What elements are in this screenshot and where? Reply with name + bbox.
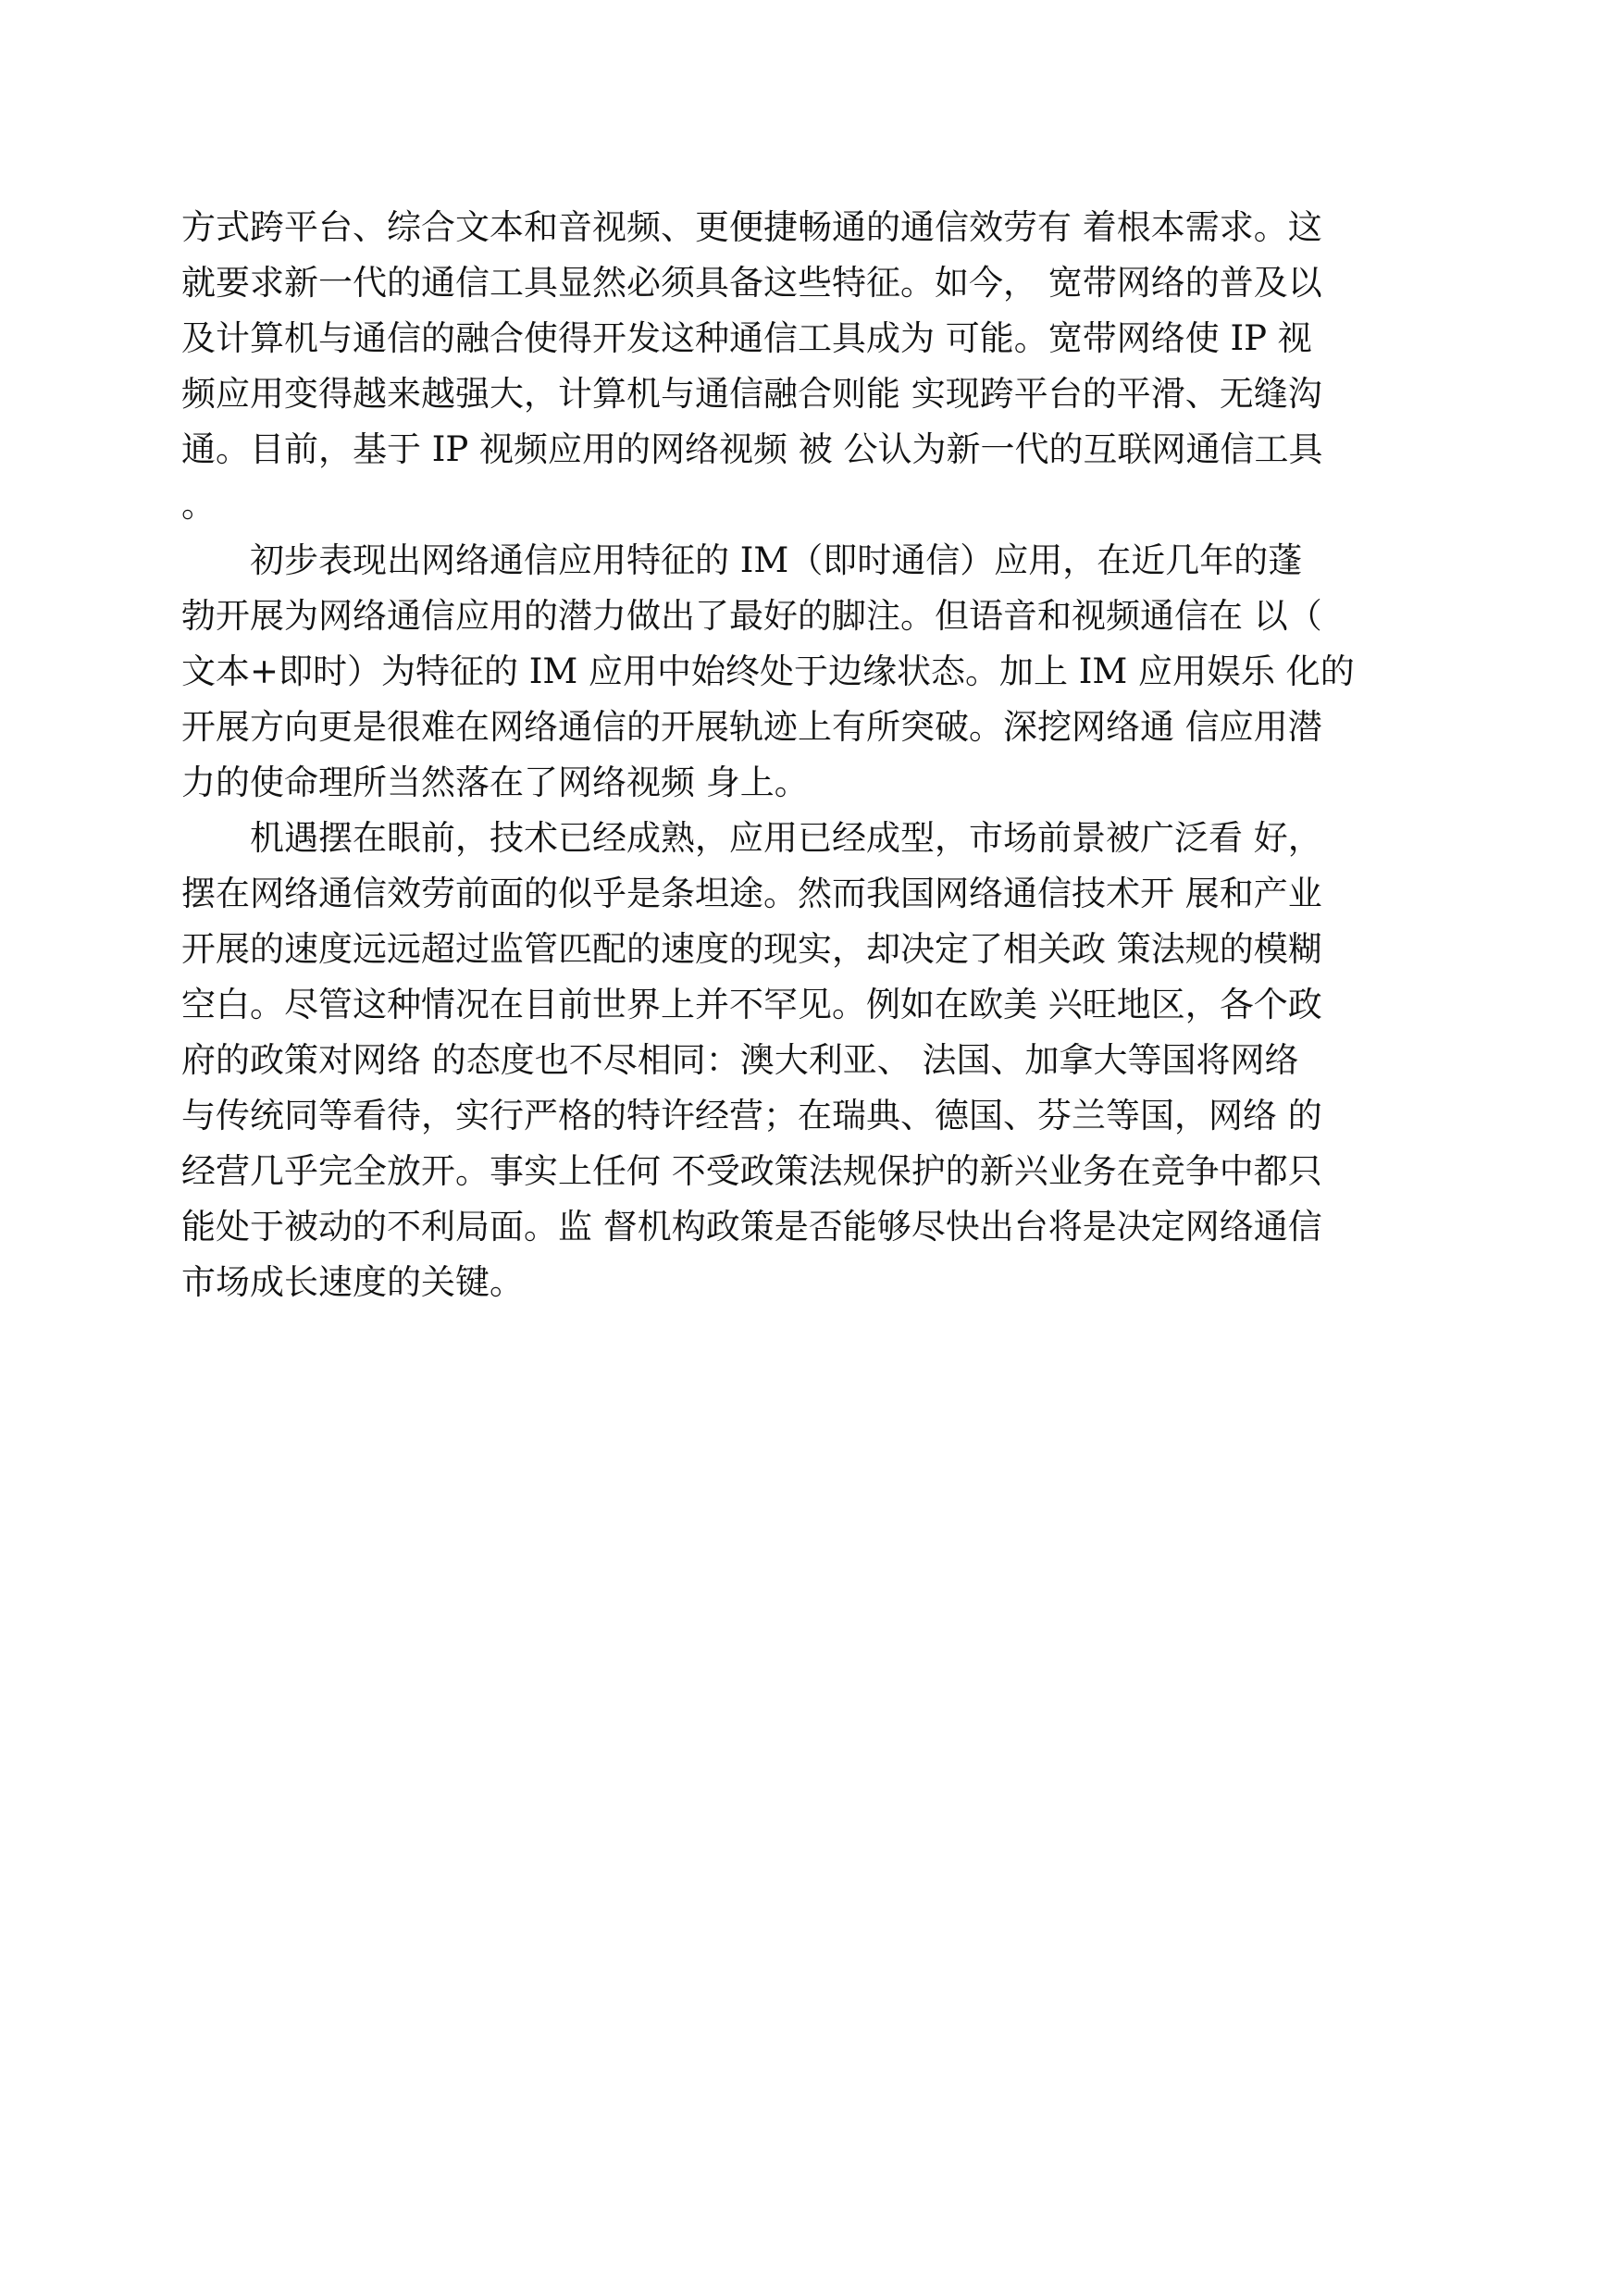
text-line: 文本+即时）为特征的 IM 应用中始终处于边缘状态。加上 IM 应用娱乐 化的	[181, 651, 1355, 691]
document-body	[181, 200, 1449, 1310]
text-line: 就要求新一代的通信工具显然必须具备这些特征。如今， 宽带网络的普及以	[181, 263, 1322, 303]
text-line: 空白。尽管这种情况在目前世界上并不罕见。例如在欧美 兴旺地区，各个政	[181, 985, 1322, 1024]
text-line: 机遇摆在眼前，技术已经成熟，应用已经成型，市场前景被广泛看 好，	[181, 818, 1322, 858]
paragraph-3	[181, 811, 1449, 1310]
paragraph-2	[181, 533, 1449, 811]
text-line: 勃开展为网络通信应用的潜力做出了最好的脚注。但语音和视频通信在 以（	[181, 596, 1322, 636]
text-line: 力的使命理所当然落在了网络视频 身上。	[181, 763, 809, 802]
text-line: 与传统同等看待，实行严格的特许经营；在瑞典、德国、芬兰等国，网络 的	[181, 1096, 1322, 1135]
text-line: 开展的速度远远超过监管匹配的速度的现实，却决定了相关政 策法规的模糊	[181, 929, 1322, 969]
text-line: 市场成长速度的关键。	[181, 1262, 524, 1302]
paragraph-1	[181, 200, 1449, 533]
text-line: 经营几乎完全放开。事实上任何 不受政策法规保护的新兴业务在竞争中都只	[181, 1151, 1322, 1191]
text-line: 及计算机与通信的融合使得开发这种通信工具成为 可能。宽带网络使 IP 视	[181, 318, 1312, 358]
text-line: 通。目前，基于 IP 视频应用的网络视频 被 公认为新一代的互联网通信工具	[181, 429, 1323, 469]
text-line: 。	[181, 485, 216, 525]
text-line: 开展方向更是很难在网络通信的开展轨迹上有所突破。深挖网络通 信应用潜	[181, 707, 1322, 747]
text-line: 频应用变得越来越强大，计算机与通信融合则能 实现跨平台的平滑、无缝沟	[181, 374, 1322, 414]
text-line: 摆在网络通信效劳前面的似乎是条坦途。然而我国网络通信技术开 展和产业	[181, 874, 1322, 913]
text-line: 方式跨平台、综合文本和音视频、更便捷畅通的通信效劳有 着根本需求。这	[181, 207, 1322, 247]
text-line: 初步表现出网络通信应用特征的 IM（即时通信）应用，在近几年的蓬	[181, 540, 1303, 580]
text-line: 府的政策对网络 的态度也不尽相同：澳大利亚、 法国、加拿大等国将网络	[181, 1040, 1299, 1080]
text-line: 能处于被动的不利局面。监 督机构政策是否能够尽快出台将是决定网络通信	[181, 1207, 1322, 1247]
